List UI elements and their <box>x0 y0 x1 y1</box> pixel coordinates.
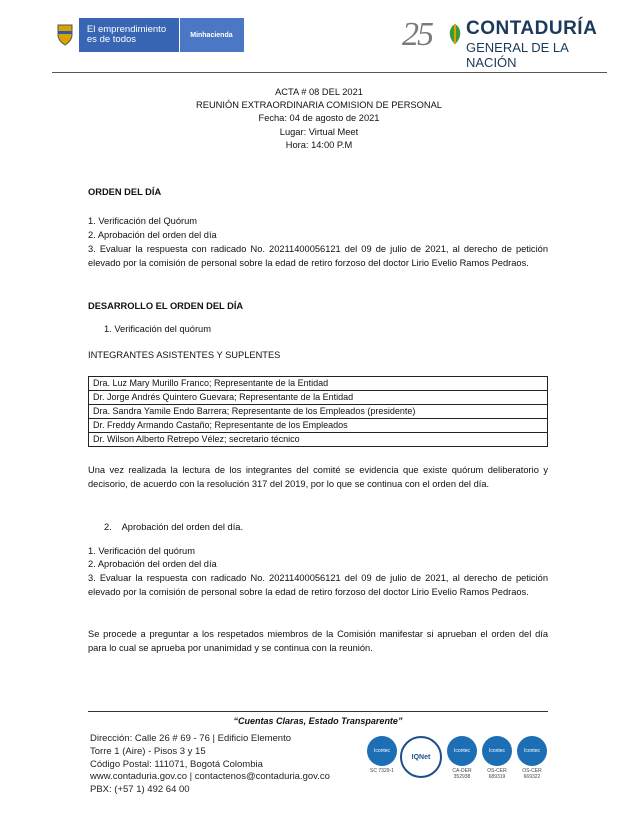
certification-seal-icon: Icontec <box>367 736 397 766</box>
agenda-item-1: 1. Verificación del Quórum <box>88 216 198 226</box>
act-title-block <box>0 86 638 152</box>
list-item-3: 3. Evaluar la respuesta con radicado No. 20211400056121 del 09 de julio de 2021, al derecho de petición elevado por la comisión de personal sobre la edad de retiro forzoso del doctor Lirio Evelio Ramos Pedraos. <box>88 573 548 597</box>
postal-code: Código Postal: 111071, Bogotá Colombia <box>90 758 263 770</box>
tower: Torre 1 (Aire) - Pisos 3 y 15 <box>90 745 206 757</box>
members-table <box>88 376 548 447</box>
development-heading: DESARROLLO EL ORDEN DEL DÍA <box>88 301 244 311</box>
act-number: ACTA # 08 DEL 2021 <box>275 87 363 97</box>
table-row <box>89 433 548 447</box>
web-email: www.contaduria.gov.co | contactenos@contaduria.gov.co <box>90 771 330 783</box>
leaf-icon <box>446 22 464 46</box>
footer-slogan: “Cuentas Claras, Estado Transparente” <box>233 716 403 726</box>
development-sub-2: 2. Aprobación del orden del día. <box>104 522 244 532</box>
address: Dirección: Calle 26 # 69 - 76 | Edificio Elemento <box>90 733 292 744</box>
certification-seal-icon: Icontec <box>447 736 477 766</box>
government-logo <box>52 18 244 52</box>
meeting-date: Fecha: 04 de agosto de 2021 <box>258 113 380 124</box>
cert-label: OS-CER 669322 <box>522 768 542 780</box>
table-row <box>89 419 548 433</box>
quorum-paragraph: Una vez realizada la lectura de los integrantes del comité se evidencia que existe quórum deliberatorio y decisorio, de acuerdo con la resolución 317 del 2019, por lo que se continua con el orden del día. <box>88 465 548 489</box>
table-row <box>89 391 548 405</box>
org-name: CONTADURÍA <box>466 18 598 39</box>
gov-slogan: El emprendimiento es de todos <box>86 24 167 45</box>
agenda-heading: ORDEN DEL DÍA <box>88 187 162 197</box>
org-subname: GENERAL DE LA NACIÓN <box>466 40 569 70</box>
member-cell: Dr. Freddy Armando Castaño; Representante de los Empleados <box>89 419 548 433</box>
contact-block <box>90 733 330 797</box>
cert-label: CA-DER 352938 <box>452 768 472 780</box>
list-item-2: 2. Aprobación del orden del día <box>88 559 217 569</box>
cert-badge <box>446 736 478 786</box>
member-cell: Dr. Wilson Alberto Retrepo Vélez; secretario técnico <box>89 433 548 447</box>
header-divider <box>52 72 607 73</box>
table-row <box>89 405 548 419</box>
footer-divider <box>88 711 548 712</box>
cert-label: OS-CER 689319 <box>487 768 507 780</box>
cert-badge <box>366 736 398 786</box>
iqnet-seal-icon: IQNet <box>400 736 442 778</box>
agenda-item-2: 2. Aprobación del orden del día <box>88 230 217 240</box>
meeting-time: Hora: 14:00 P.M <box>285 139 353 150</box>
meeting-place: Lugar: Virtual Meet <box>279 126 359 137</box>
cert-label: SC 7329-1 <box>370 768 394 774</box>
cert-badge <box>516 736 548 786</box>
members-heading: INTEGRANTES ASISTENTES Y SUPLENTES <box>88 350 281 360</box>
ministry-name: Minhacienda <box>179 18 244 52</box>
colombia-shield-icon <box>52 18 79 52</box>
member-cell: Dr. Jorge Andrés Quintero Guevara; Representante de la Entidad <box>89 391 548 405</box>
agenda-item-3: 3. Evaluar la respuesta con radicado No. 20211400056121 del 09 de julio de 2021, al derecho de petición elevado por la comisión de personal sobre la edad de retiro forzoso del doctor Lirio Evelio Ramos Pedraos. <box>88 244 548 268</box>
phone: PBX: (+57 1) 492 64 00 <box>90 784 190 796</box>
member-cell: Dra. Luz Mary Murillo Franco; Representante de la Entidad <box>89 377 548 391</box>
certification-seal-icon: Icontec <box>517 736 547 766</box>
cert-badge <box>481 736 513 786</box>
cert-badge <box>400 736 440 786</box>
meeting-type: REUNIÓN EXTRAORDINARIA COMISION DE PERSONAL <box>196 100 442 111</box>
list-item-1: 1. Verificación del quórum <box>88 546 195 556</box>
anniversary-number: 25 <box>402 16 432 53</box>
certification-seal-icon: Icontec <box>482 736 512 766</box>
member-cell: Dra. Sandra Yamile Endo Barrera; Representante de los Empleados (presidente) <box>89 405 548 419</box>
approval-paragraph: Se procede a preguntar a los respetados miembros de la Comisión manifestar si aprueban el orden del día para lo cual se aprueba por unanimidad y se continua con la reunión. <box>88 629 548 653</box>
cgn-logo <box>402 16 612 70</box>
table-row <box>89 377 548 391</box>
development-sub-1: 1. Verificación del quórum <box>104 324 211 334</box>
